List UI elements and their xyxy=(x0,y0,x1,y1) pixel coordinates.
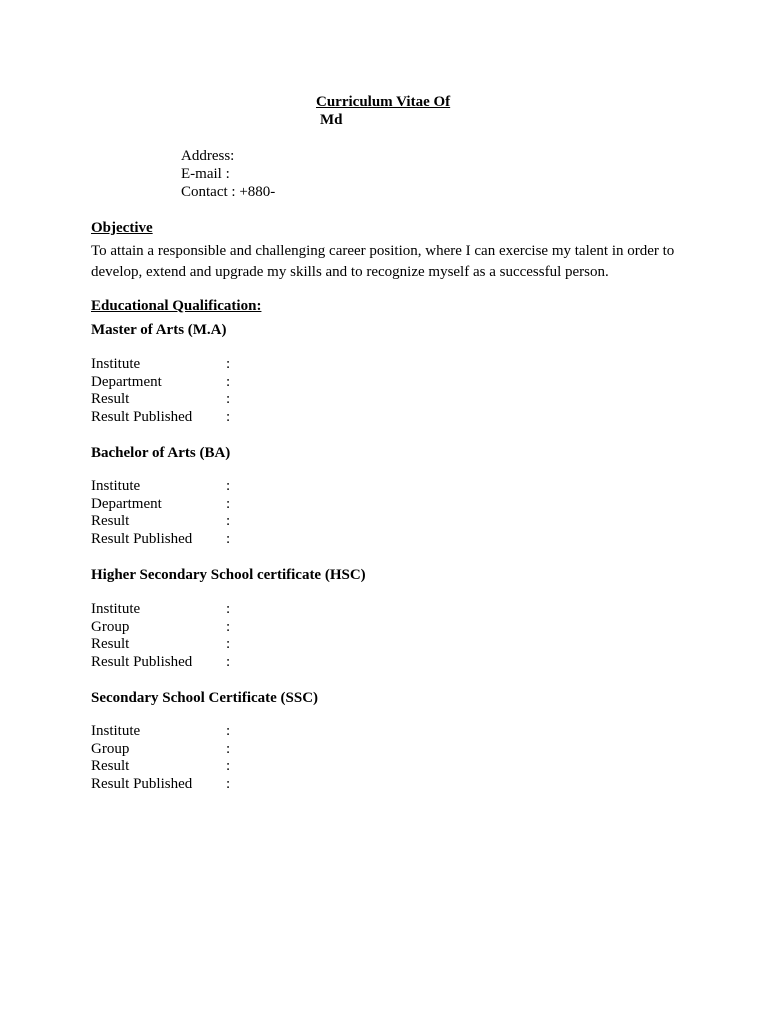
detail-label: Result xyxy=(91,758,130,775)
detail-label: Result Published xyxy=(91,409,193,426)
detail-label: Result Published xyxy=(91,531,193,548)
detail-separator: : xyxy=(226,654,231,671)
detail-separator: : xyxy=(226,531,231,548)
detail-label: Institute xyxy=(91,478,141,494)
detail-separator: : xyxy=(226,356,231,372)
detail-label: Department xyxy=(91,495,162,512)
detail-label: Department xyxy=(91,373,162,390)
address-line: Address: xyxy=(181,148,235,164)
detail-separator: : xyxy=(226,723,231,739)
detail-label: Group xyxy=(91,618,130,635)
detail-separator: : xyxy=(226,513,231,530)
detail-separator: : xyxy=(226,373,231,390)
contact-block xyxy=(181,147,275,201)
detail-separator: : xyxy=(226,391,231,408)
detail-label: Institute xyxy=(91,356,141,372)
detail-separator: : xyxy=(226,636,231,653)
detail-separator: : xyxy=(226,409,231,426)
contact-line: Contact : +880- xyxy=(181,184,276,200)
degree-title: Bachelor of Arts (BA) xyxy=(91,445,231,461)
detail-label: Result xyxy=(91,636,130,653)
objective-text: To attain a responsible and challenging career position, where I can exercise my talent in order to develop, extend and upgrade my skills and to recognize myself as a successful person. xyxy=(91,243,675,280)
degree-title: Master of Arts (M.A) xyxy=(91,322,227,338)
detail-label: Result xyxy=(91,391,130,408)
objective-heading: Objective xyxy=(91,220,153,236)
detail-separator: : xyxy=(226,758,231,775)
degree-title: Higher Secondary School certificate (HSC) xyxy=(91,567,366,583)
detail-separator: : xyxy=(226,618,231,635)
email-line: E-mail : xyxy=(181,166,230,182)
detail-label: Result Published xyxy=(91,654,193,671)
detail-separator: : xyxy=(226,776,231,793)
education-heading: Educational Qualification: xyxy=(91,298,262,314)
detail-separator: : xyxy=(226,495,231,512)
detail-separator: : xyxy=(226,478,231,494)
degree-title: Secondary School Certificate (SSC) xyxy=(91,690,319,706)
detail-label: Institute xyxy=(91,723,141,739)
detail-label: Result Published xyxy=(91,776,193,793)
detail-label: Result xyxy=(91,513,130,530)
detail-label: Institute xyxy=(91,601,141,617)
detail-separator: : xyxy=(226,601,231,617)
detail-label: Group xyxy=(91,740,130,757)
document-title: Curriculum Vitae Of xyxy=(316,94,451,110)
candidate-name: Md xyxy=(320,112,343,128)
detail-separator: : xyxy=(226,740,231,757)
